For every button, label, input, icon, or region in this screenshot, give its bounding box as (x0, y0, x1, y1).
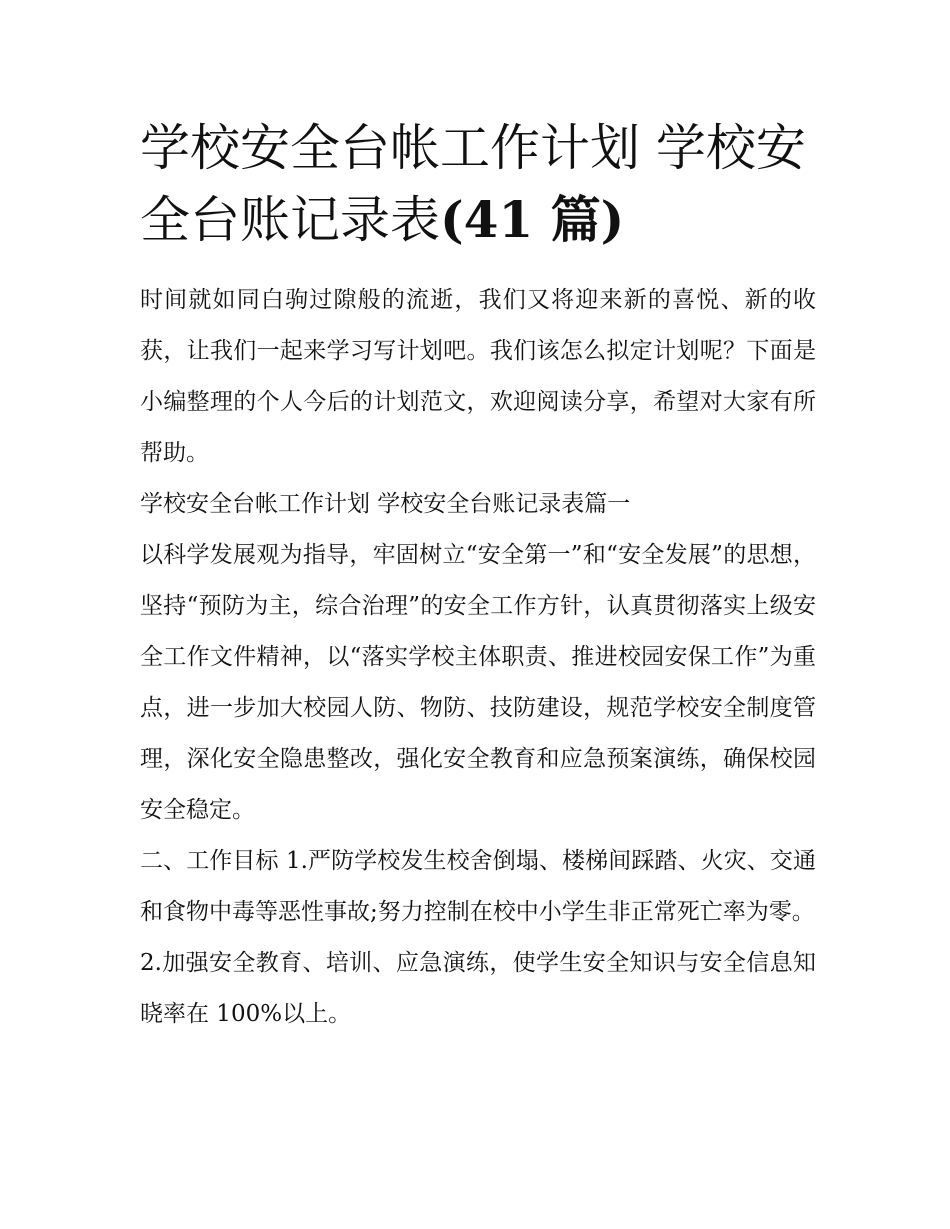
document-body (140, 275, 816, 1040)
work-goal-paragraph: 二、工作目标 1.严防学校发生校舍倒塌、楼梯间踩踏、火灾、交通和食物中毒等恶性事故;努力控制在校中小学生非正常死亡率为零。 (140, 848, 816, 925)
title-count-text: (41 篇) (440, 190, 625, 249)
intro-paragraph: 时间就如同白驹过隙般的流逝，我们又将迎来新的喜悦、新的收获，让我们一起来学习写计划吧。我们该怎么拟定计划呢？下面是小编整理的个人今后的计划范文，欢迎阅读分享，希望对大家有所帮助。 (140, 287, 816, 466)
goal-item-2-paragraph: 2.加强安全教育、培训、应急演练，使学生安全知识与安全信息知晓率在 100%以上。 (140, 950, 816, 1027)
section-heading: 学校安全台帐工作计划 学校安全台账记录表篇一 (140, 491, 631, 517)
guiding-principle-paragraph: 以科学发展观为指导，牢固树立“安全第一”和“安全发展”的思想，坚持“预防为主，综合治理”的安全工作方针，认真贯彻落实上级安全工作文件精神，以“落实学校主体职责、推进校园安保工作”为重点，进一步加大校园人防、物防、技防建设，规范学校安全制度管理，深化安全隐患整改，强化安全教育和应急预案演练，确保校园安全稳定。 (140, 542, 816, 823)
title-main-text: 学校安全台帐工作计划 学校安全台账记录表 (140, 119, 806, 249)
document-title (140, 112, 820, 256)
